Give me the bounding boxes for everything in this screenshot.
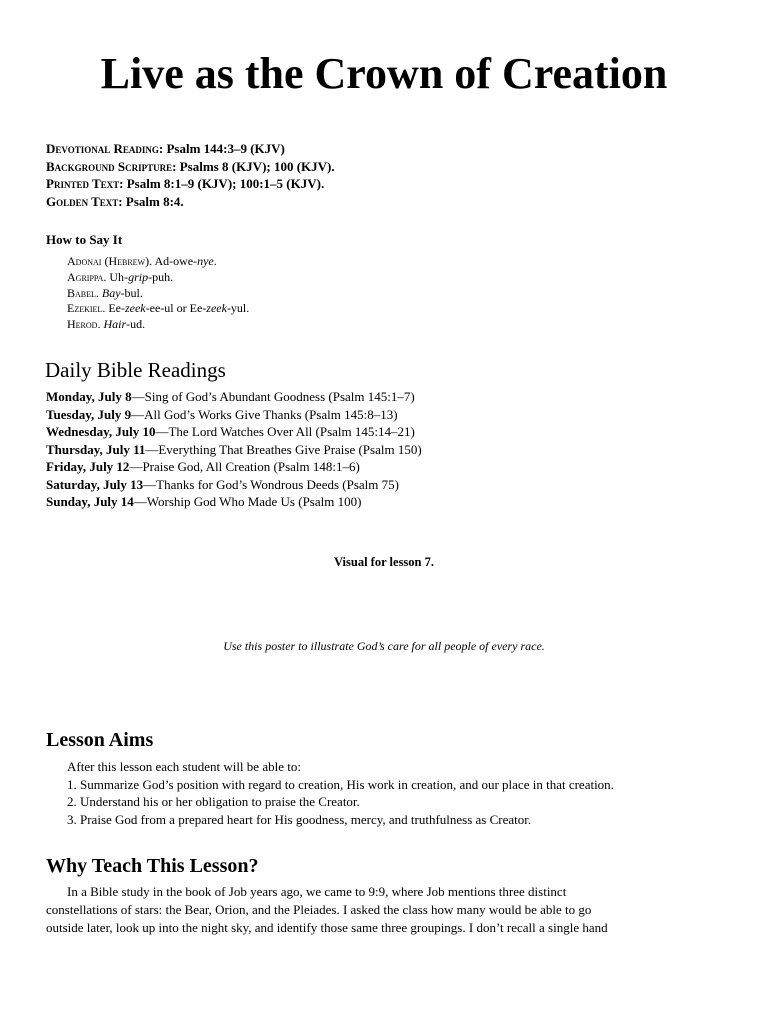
reading-text: —Praise God, All Creation (Psalm 148:1–6) [129, 459, 360, 474]
printed-value: Psalm 8:1–9 (KJV); 100:1–5 (KJV). [123, 176, 325, 191]
reading-item [46, 476, 422, 494]
paragraph-line: outside later, look up into the night sky, and identify those same three groupings. I don’t recall a single hand [46, 920, 608, 935]
reading-item [46, 388, 422, 406]
pronunciation-text: Ad-owe- [152, 254, 198, 268]
reading-day: Tuesday, July 9 [46, 406, 132, 422]
pronunciation-text: -puh. [148, 269, 174, 284]
page-title: Live as the Crown of Creation [100, 49, 668, 98]
pronunciation-word: Ezekiel [67, 301, 103, 316]
reading-day: Friday, July 12 [46, 459, 130, 474]
paragraph-line: In a Bible study in the book of Job years ago, we came to 9:9, where Job mentions three distinct [67, 884, 567, 899]
reading-item [46, 493, 422, 511]
why-teach-heading: Why Teach This Lesson? [46, 855, 259, 877]
pronunciation-item [67, 301, 249, 317]
background-value: Psalms 8 (KJV); 100 (KJV). [176, 158, 335, 174]
pronunciation-text: Uh- [106, 269, 129, 284]
pronunciation-item [67, 286, 249, 302]
pronunciation-stress: Bay [101, 285, 121, 300]
reading-day: Saturday, July 13 [46, 476, 144, 492]
devotional-label: Devotional Reading: [46, 141, 164, 156]
reading-item [46, 406, 422, 424]
pronunciation-text: . [213, 254, 217, 268]
lesson-aims-list [67, 758, 614, 828]
reading-day: Monday, July 8 [46, 389, 132, 404]
background-scripture [46, 158, 335, 176]
pronunciation-text: -bul. [120, 285, 143, 300]
pronunciation-text: -yul. [226, 301, 250, 316]
reading-text: —Sing of God’s Abundant Goodness (Psalm 145:1–7) [131, 389, 415, 404]
pronunciation-stress: zeek [206, 301, 227, 316]
pronunciation-text: -ee-ul or Ee- [145, 301, 207, 316]
pronunciation-item [67, 270, 249, 286]
pronunciation-item [67, 254, 249, 270]
visual-label: Visual for lesson 7. [333, 555, 434, 569]
lesson-aims-intro: After this lesson each student will be able to: [67, 759, 301, 774]
background-label: Background Scripture: [46, 158, 177, 174]
printed-label: Printed Text: [46, 176, 124, 191]
pronunciation-stress: Hair [103, 317, 127, 332]
devotional-value: Psalm 144:3–9 (KJV) [163, 141, 285, 156]
lesson-aims-heading: Lesson Aims [46, 729, 154, 751]
reading-day: Wednesday, July 10 [46, 424, 156, 439]
lesson-aim-item: 2. Understand his or her obligation to praise the Creator. [67, 794, 360, 809]
visual-caption: Use this poster to illustrate God’s care for all people of every race. [223, 639, 545, 653]
pronunciation-word: Babel [67, 285, 96, 300]
pronunciation-note: . [103, 269, 107, 284]
reading-day: Thursday, July 11 [46, 441, 146, 457]
pronunciation-note: . [97, 317, 101, 332]
pronunciation-note: (Hebrew). [101, 254, 153, 268]
golden-value: Psalm 8:4. [122, 193, 184, 209]
reading-item [46, 423, 422, 441]
daily-readings-list [46, 388, 422, 511]
pronunciation-text: Ee- [105, 301, 125, 316]
pronunciation-stress: grip [128, 269, 149, 284]
reading-item [46, 458, 422, 476]
pronunciation-word: Agrippa [67, 269, 104, 284]
printed-text [46, 175, 335, 193]
reading-text: —Worship God Who Made Us (Psalm 100) [133, 494, 362, 509]
pronunciation-item [67, 317, 249, 333]
reading-text: —Everything That Breathes Give Praise (Psalm 150) [145, 441, 422, 457]
lesson-references [46, 140, 335, 210]
daily-readings-heading: Daily Bible Readings [45, 358, 226, 382]
pronunciation-text: -ud. [126, 317, 146, 332]
pronunciation-stress: nye [197, 254, 214, 268]
golden-text [46, 193, 335, 211]
reading-text: —Thanks for God’s Wondrous Deeds (Psalm 75) [143, 476, 399, 492]
pronunciation-word: Adonai [67, 254, 102, 268]
pronunciation-note: . [95, 285, 99, 300]
why-teach-paragraph [46, 883, 726, 937]
pronunciation-note: . [102, 301, 106, 316]
reading-item [46, 441, 422, 459]
lesson-aim-item: 1. Summarize God’s position with regard to creation, His work in creation, and our place in that creation. [67, 776, 614, 792]
reading-text: —All God’s Works Give Thanks (Psalm 145:8–13) [131, 406, 398, 422]
devotional-reading [46, 140, 335, 158]
pronunciation-list [67, 254, 249, 333]
paragraph-line: constellations of stars: the Bear, Orion, and the Pleiades. I asked the class how many would be able to go [46, 902, 592, 917]
reading-day: Sunday, July 14 [46, 494, 134, 509]
lesson-aim-item: 3. Praise God from a prepared heart for His goodness, mercy, and truthfulness as Creator. [67, 811, 532, 827]
how-to-say-heading: How to Say It [46, 232, 123, 247]
pronunciation-word: Herod [67, 317, 98, 332]
golden-label: Golden Text: [46, 193, 123, 209]
reading-text: —The Lord Watches Over All (Psalm 145:14–21) [155, 424, 415, 439]
pronunciation-stress: zeek [124, 301, 146, 316]
